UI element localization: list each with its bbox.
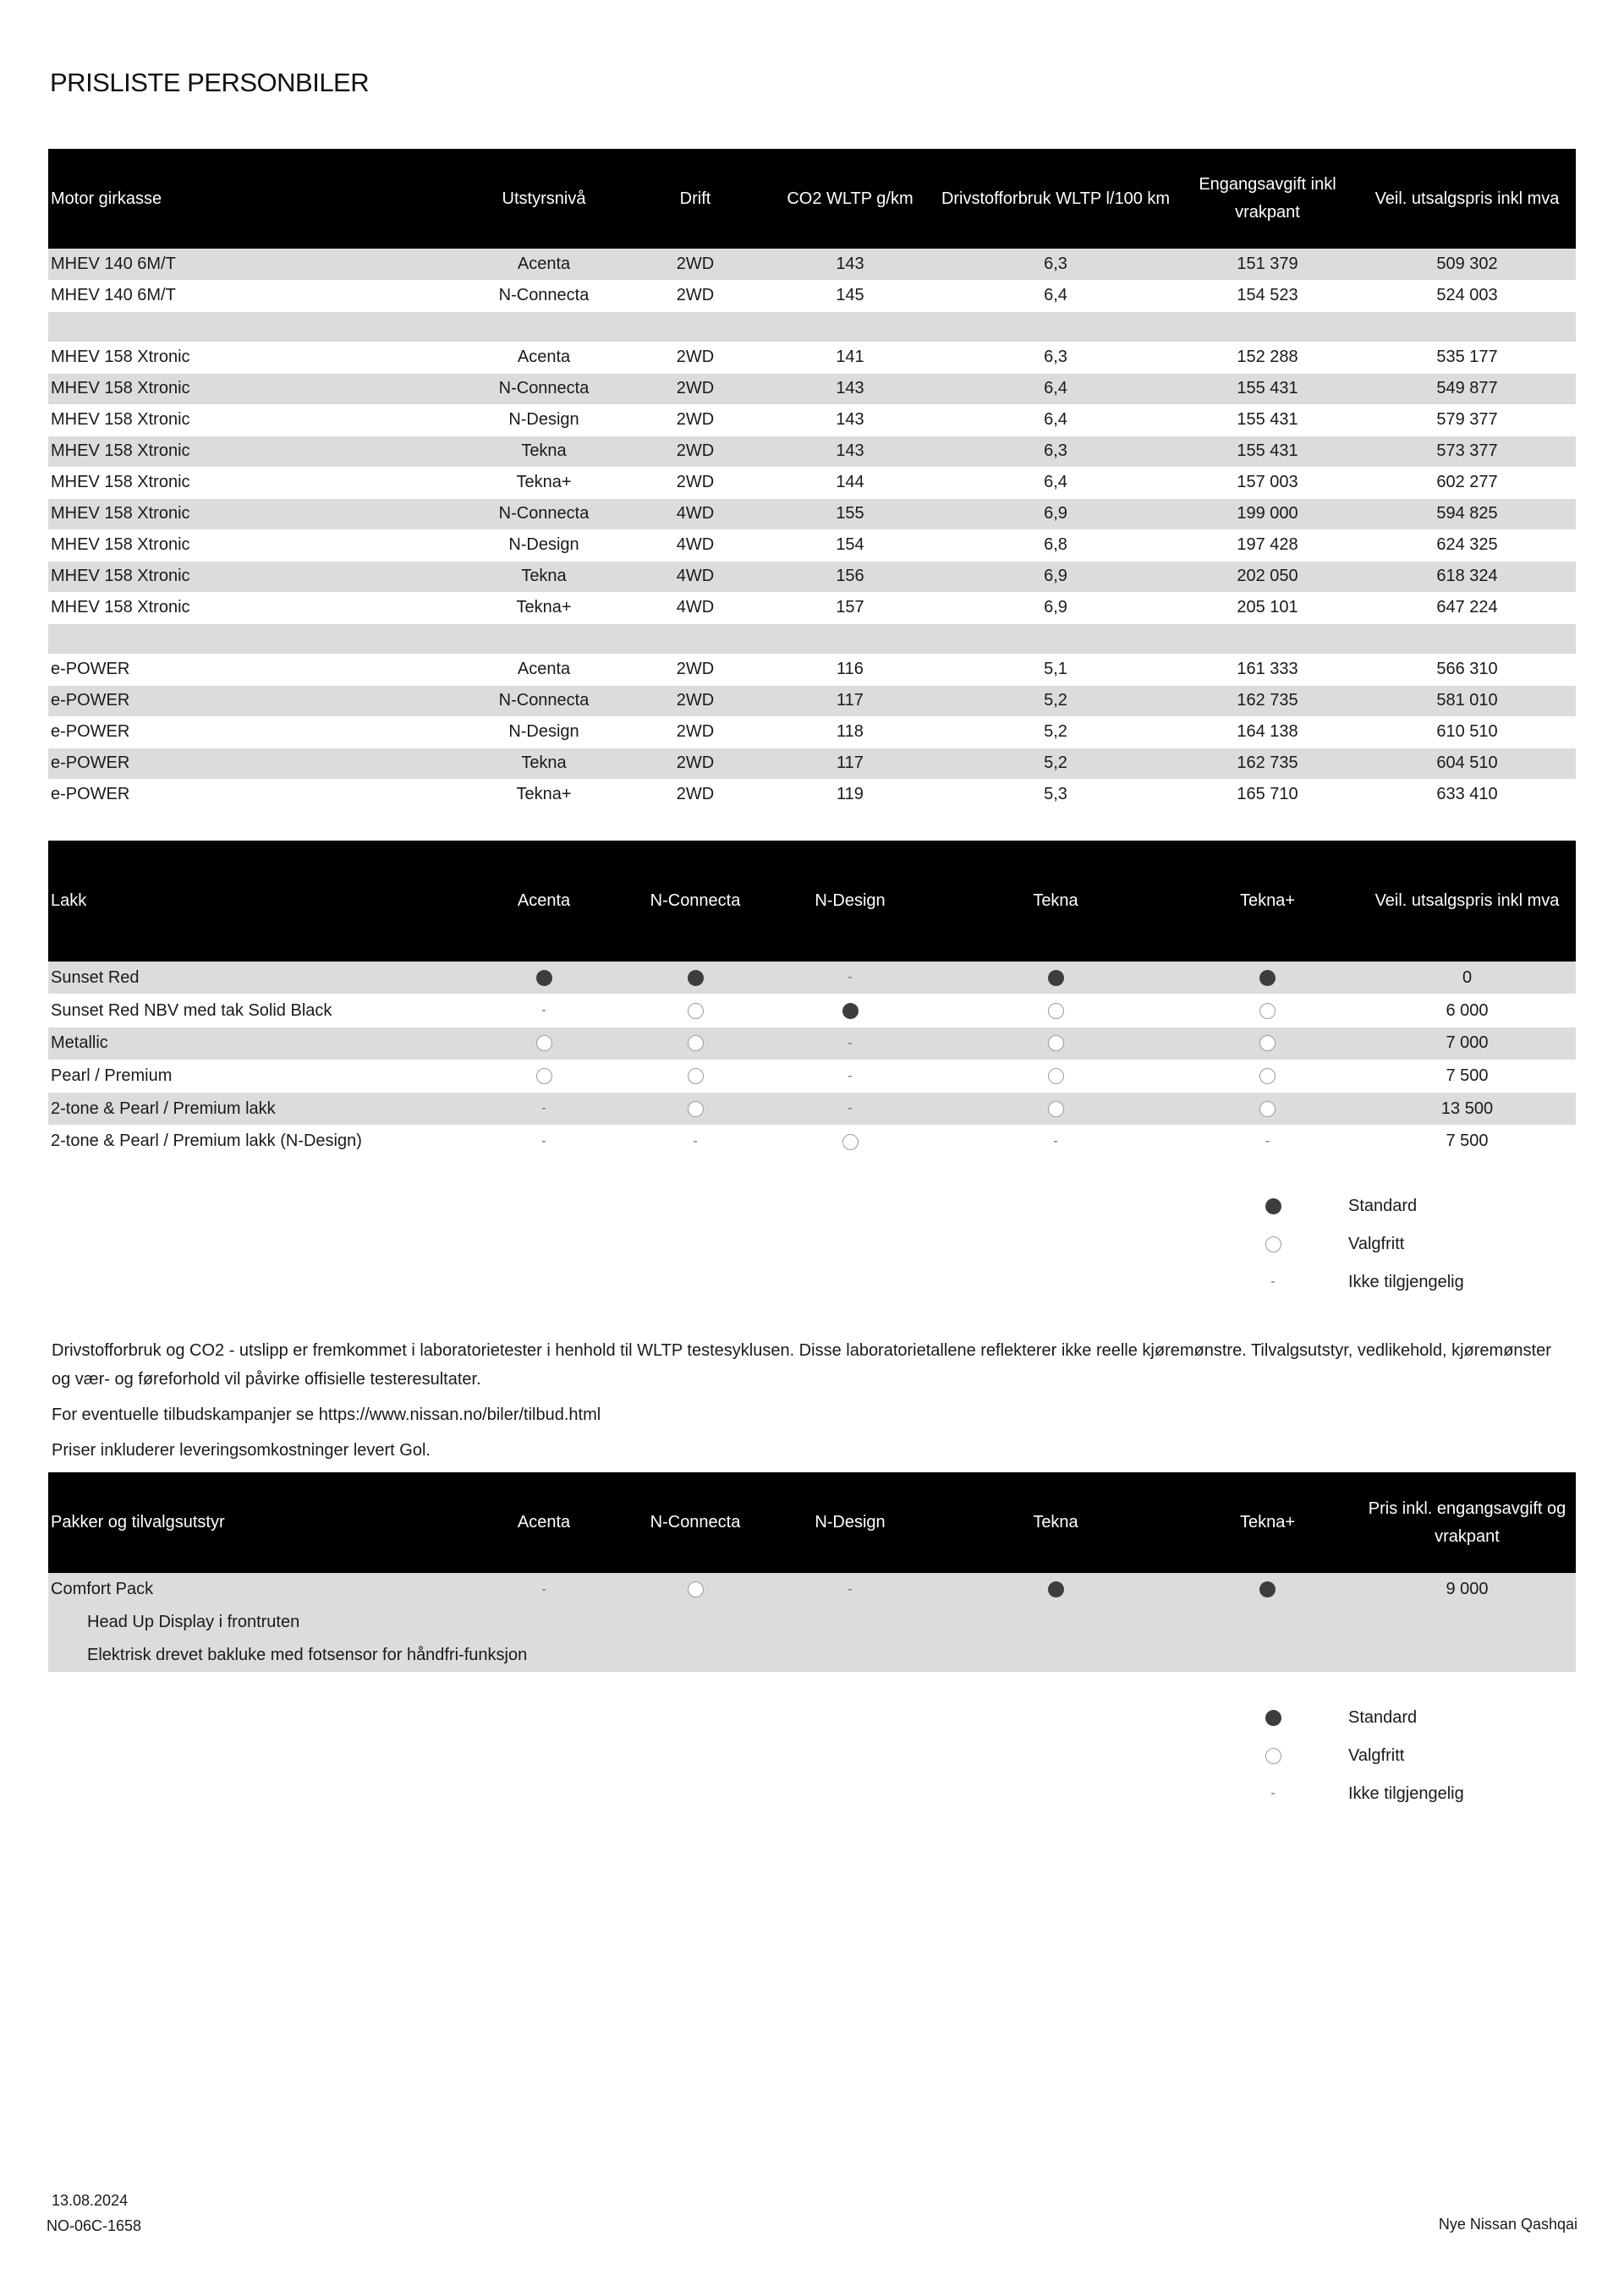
- footnotes: [52, 1336, 1574, 1471]
- cell-motor: e-POWER: [48, 748, 463, 779]
- cell-drive: 2WD: [625, 249, 765, 280]
- cell-registration-tax: 199 000: [1177, 498, 1358, 529]
- table-row: [48, 342, 1576, 373]
- optional-circle-icon: [842, 1134, 859, 1150]
- cell-registration-tax: 162 735: [1177, 748, 1358, 779]
- availability-cell: [765, 1573, 935, 1606]
- cell-retail-price: 573 377: [1358, 436, 1576, 467]
- cell-retail-price: 610 510: [1358, 716, 1576, 748]
- table-row: [48, 1027, 1576, 1060]
- pack-price: 9 000: [1358, 1573, 1576, 1606]
- table-row: [48, 373, 1576, 404]
- table-row: [48, 962, 1576, 995]
- paint-name: Sunset Red: [48, 962, 463, 995]
- cell-consumption: 6,3: [935, 342, 1177, 373]
- standard-dot-icon: [1265, 1710, 1281, 1726]
- table-row: [48, 1125, 1576, 1158]
- table-row: [48, 561, 1576, 592]
- optional-circle-icon: [688, 1581, 704, 1597]
- cell-consumption: 5,3: [935, 779, 1177, 810]
- availability-cell: [765, 995, 935, 1027]
- standard-dot-icon: [1259, 970, 1276, 986]
- cell-registration-tax: 152 288: [1177, 342, 1358, 373]
- standard-dot-icon: [1265, 1198, 1281, 1214]
- paint-price: 7 000: [1358, 1027, 1576, 1060]
- optional-circle-icon: [688, 1101, 704, 1117]
- standard-dot-icon: [1048, 1581, 1064, 1597]
- paint-price: 6 000: [1358, 995, 1576, 1027]
- col-header-consumption: Drivstofforbruk WLTP l/100 km: [935, 149, 1177, 249]
- cell-consumption: 5,2: [935, 716, 1177, 748]
- cell-motor: MHEV 140 6M/T: [48, 280, 463, 311]
- cell-registration-tax: 197 428: [1177, 529, 1358, 561]
- cell-drive: 2WD: [625, 342, 765, 373]
- dash-icon: -: [541, 1101, 546, 1116]
- legend-optional-label: Valgfritt: [1348, 1746, 1405, 1765]
- list-item: [48, 1639, 1576, 1672]
- col-header-co2: CO2 WLTP g/km: [765, 149, 935, 249]
- availability-cell: [463, 962, 625, 995]
- col-header-drive: Drift: [625, 149, 765, 249]
- cell-drive: 4WD: [625, 561, 765, 592]
- table-row: [48, 529, 1576, 561]
- cell-consumption: 6,3: [935, 436, 1177, 467]
- cell-registration-tax: 165 710: [1177, 779, 1358, 810]
- cell-co2: 144: [765, 467, 935, 498]
- cell-drive: 2WD: [625, 716, 765, 748]
- cell-registration-tax: 151 379: [1177, 249, 1358, 280]
- cell-trim: Acenta: [463, 654, 625, 685]
- optional-circle-icon: [1048, 1101, 1064, 1117]
- dash-icon: -: [541, 1134, 546, 1148]
- availability-cell: [765, 962, 935, 995]
- model-name: Nye Nissan Qashqai: [1438, 2216, 1577, 2233]
- col-header-n-design: N-Design: [765, 841, 935, 962]
- cell-trim: N-Connecta: [463, 373, 625, 404]
- col-header-acenta: Acenta: [463, 841, 625, 962]
- table-row: [48, 1573, 1576, 1606]
- availability-cell: [625, 1093, 765, 1126]
- cell-trim: N-Connecta: [463, 280, 625, 311]
- cell-motor: e-POWER: [48, 779, 463, 810]
- dash-icon: -: [848, 1068, 853, 1083]
- availability-cell: [1177, 1573, 1358, 1606]
- cell-registration-tax: 161 333: [1177, 654, 1358, 685]
- availability-cell: [1177, 962, 1358, 995]
- col-header-retail-price: Veil. utsalgspris inkl mva: [1358, 149, 1576, 249]
- legend-standard-label: Standard: [1348, 1708, 1418, 1727]
- standard-dot-icon: [1048, 970, 1064, 986]
- cell-retail-price: 602 277: [1358, 467, 1576, 498]
- cell-drive: 2WD: [625, 685, 765, 716]
- cell-registration-tax: 162 735: [1177, 685, 1358, 716]
- col-header-tekna-plus: Tekna+: [1177, 841, 1358, 962]
- dash-icon: -: [693, 1134, 698, 1148]
- cell-retail-price: 633 410: [1358, 779, 1576, 810]
- cell-motor: MHEV 158 Xtronic: [48, 373, 463, 404]
- cell-retail-price: 618 324: [1358, 561, 1576, 592]
- cell-drive: 2WD: [625, 467, 765, 498]
- cell-motor: MHEV 158 Xtronic: [48, 529, 463, 561]
- col-header-motor: Motor girkasse: [48, 149, 463, 249]
- col-header-pack-price: Pris inkl. engangsavgift og vrakpant: [1358, 1472, 1576, 1573]
- col-header-n-design: N-Design: [765, 1472, 935, 1573]
- price-table-header: [48, 149, 1576, 249]
- table-row: [48, 249, 1576, 280]
- dash-icon: -: [848, 1101, 853, 1116]
- optional-circle-icon: [688, 1003, 704, 1019]
- cell-registration-tax: 155 431: [1177, 373, 1358, 404]
- availability-cell: [765, 1125, 935, 1158]
- legend-not-available: [1252, 1775, 1590, 1813]
- legend-not-available-label: Ikke tilgjengelig: [1348, 1273, 1464, 1291]
- legend-optional: [1252, 1737, 1590, 1775]
- availability-cell: [1177, 1027, 1358, 1060]
- availability-cell: [935, 962, 1177, 995]
- legend-optional: [1252, 1225, 1590, 1263]
- standard-dot-icon: [688, 970, 704, 986]
- wltp-note: Drivstofforbruk og CO2 - utslipp er fremkommet i laboratorietester i henhold til WLTP testesyklusen. Disse laboratorietallene reflekterer ikke reelle kjøremønstre. Tilvalgsutstyr, vedlikehold, kjøremønster og vær- og føreforhold vil påvirke offisielle testeresultater.: [52, 1341, 1551, 1389]
- table-row: [48, 467, 1576, 498]
- col-header-tekna: Tekna: [935, 841, 1177, 962]
- availability-cell: [765, 1093, 935, 1126]
- availability-cell: [625, 1573, 765, 1606]
- optional-circle-icon: [1048, 1003, 1064, 1019]
- cell-registration-tax: 157 003: [1177, 467, 1358, 498]
- cell-co2: 143: [765, 249, 935, 280]
- col-header-tekna-plus: Tekna+: [1177, 1472, 1358, 1573]
- cell-drive: 4WD: [625, 592, 765, 623]
- list-item: [48, 1606, 1576, 1639]
- cell-trim: Acenta: [463, 342, 625, 373]
- optional-circle-icon: [1265, 1236, 1281, 1252]
- legend: [1252, 1187, 1590, 1301]
- optional-circle-icon: [1048, 1068, 1064, 1084]
- availability-cell: [935, 1027, 1177, 1060]
- pack-name: Comfort Pack: [48, 1573, 463, 1606]
- availability-cell: [1177, 1125, 1358, 1158]
- paint-price: 7 500: [1358, 1060, 1576, 1093]
- optional-circle-icon: [688, 1068, 704, 1084]
- col-header-n-connecta: N-Connecta: [625, 841, 765, 962]
- availability-cell: [625, 1060, 765, 1093]
- availability-cell: [625, 995, 765, 1027]
- cell-trim: Tekna: [463, 748, 625, 779]
- cell-registration-tax: 155 431: [1177, 436, 1358, 467]
- paint-name: Sunset Red NBV med tak Solid Black: [48, 995, 463, 1027]
- cell-trim: N-Design: [463, 716, 625, 748]
- legend-not-available: [1252, 1263, 1590, 1301]
- col-header-packs: Pakker og tilvalgsutstyr: [48, 1472, 463, 1573]
- pack-table: [48, 1472, 1576, 1672]
- cell-trim: N-Design: [463, 404, 625, 436]
- cell-drive: 2WD: [625, 748, 765, 779]
- paint-price: 0: [1358, 962, 1576, 995]
- cell-retail-price: 594 825: [1358, 498, 1576, 529]
- cell-motor: e-POWER: [48, 654, 463, 685]
- cell-consumption: 6,4: [935, 404, 1177, 436]
- cell-consumption: 6,8: [935, 529, 1177, 561]
- availability-cell: [935, 1125, 1177, 1158]
- dash-icon: -: [848, 970, 853, 985]
- group-separator: [48, 311, 1576, 342]
- cell-co2: 117: [765, 748, 935, 779]
- cell-co2: 143: [765, 436, 935, 467]
- cell-retail-price: 566 310: [1358, 654, 1576, 685]
- cell-trim: N-Design: [463, 529, 625, 561]
- cell-consumption: 6,4: [935, 467, 1177, 498]
- table-row: [48, 498, 1576, 529]
- table-row: [48, 748, 1576, 779]
- cell-retail-price: 624 325: [1358, 529, 1576, 561]
- dash-icon: -: [541, 1003, 546, 1018]
- dash-icon: -: [848, 1581, 853, 1597]
- optional-circle-icon: [1259, 1035, 1276, 1051]
- price-table: [48, 149, 1576, 811]
- dash-icon: -: [1270, 1274, 1276, 1290]
- cell-consumption: 6,4: [935, 373, 1177, 404]
- cell-trim: Tekna+: [463, 779, 625, 810]
- cell-co2: 154: [765, 529, 935, 561]
- cell-retail-price: 535 177: [1358, 342, 1576, 373]
- availability-cell: [1177, 995, 1358, 1027]
- cell-retail-price: 579 377: [1358, 404, 1576, 436]
- delivery-note: Priser inkluderer leveringsomkostninger levert Gol.: [52, 1441, 431, 1460]
- cell-trim: Tekna: [463, 561, 625, 592]
- cell-registration-tax: 164 138: [1177, 716, 1358, 748]
- table-row: [48, 1060, 1576, 1093]
- availability-cell: [463, 1027, 625, 1060]
- table-row: [48, 779, 1576, 810]
- cell-drive: 2WD: [625, 373, 765, 404]
- availability-cell: [463, 1125, 625, 1158]
- table-row: [48, 716, 1576, 748]
- availability-cell: [463, 995, 625, 1027]
- cell-registration-tax: 154 523: [1177, 280, 1358, 311]
- pack-content-item: Head Up Display i frontruten: [48, 1606, 1576, 1639]
- dash-icon: -: [1270, 1786, 1276, 1801]
- cell-consumption: 5,2: [935, 748, 1177, 779]
- col-header-paint-price: Veil. utsalgspris inkl mva: [1358, 841, 1576, 962]
- cell-drive: 2WD: [625, 436, 765, 467]
- cell-retail-price: 509 302: [1358, 249, 1576, 280]
- cell-registration-tax: 155 431: [1177, 404, 1358, 436]
- standard-dot-icon: [536, 970, 552, 986]
- legend-standard: [1252, 1187, 1590, 1225]
- availability-cell: [765, 1060, 935, 1093]
- paint-name: 2-tone & Pearl / Premium lakk (N-Design): [48, 1125, 463, 1158]
- legend-not-available-label: Ikke tilgjengelig: [1348, 1784, 1464, 1803]
- optional-circle-icon: [1259, 1101, 1276, 1117]
- cell-retail-price: 647 224: [1358, 592, 1576, 623]
- cell-co2: 116: [765, 654, 935, 685]
- pack-table-header: [48, 1472, 1576, 1573]
- table-row: [48, 685, 1576, 716]
- cell-motor: e-POWER: [48, 716, 463, 748]
- cell-motor: MHEV 158 Xtronic: [48, 561, 463, 592]
- cell-trim: Tekna+: [463, 467, 625, 498]
- availability-cell: [1177, 1060, 1358, 1093]
- availability-cell: [625, 1125, 765, 1158]
- col-header-acenta: Acenta: [463, 1472, 625, 1573]
- paint-price: 7 500: [1358, 1125, 1576, 1158]
- cell-consumption: 5,1: [935, 654, 1177, 685]
- paint-price: 13 500: [1358, 1093, 1576, 1126]
- cell-drive: 2WD: [625, 280, 765, 311]
- optional-circle-icon: [536, 1068, 552, 1084]
- table-row: [48, 404, 1576, 436]
- paint-name: 2-tone & Pearl / Premium lakk: [48, 1093, 463, 1126]
- cell-co2: 145: [765, 280, 935, 311]
- paint-table-header: [48, 841, 1576, 962]
- cell-trim: N-Connecta: [463, 498, 625, 529]
- legend-standard-label: Standard: [1348, 1197, 1418, 1215]
- cell-drive: 4WD: [625, 498, 765, 529]
- cell-co2: 156: [765, 561, 935, 592]
- cell-registration-tax: 205 101: [1177, 592, 1358, 623]
- cell-retail-price: 524 003: [1358, 280, 1576, 311]
- dash-icon: -: [1265, 1134, 1270, 1148]
- standard-dot-icon: [1259, 1581, 1276, 1597]
- paint-name: Pearl / Premium: [48, 1060, 463, 1093]
- cell-registration-tax: 202 050: [1177, 561, 1358, 592]
- optional-circle-icon: [1048, 1035, 1064, 1051]
- availability-cell: [765, 1027, 935, 1060]
- document-date: 13.08.2024: [52, 2192, 129, 2209]
- cell-motor: MHEV 158 Xtronic: [48, 404, 463, 436]
- availability-cell: [935, 1573, 1177, 1606]
- cell-co2: 117: [765, 685, 935, 716]
- cell-co2: 155: [765, 498, 935, 529]
- cell-motor: MHEV 158 Xtronic: [48, 342, 463, 373]
- optional-circle-icon: [1259, 1068, 1276, 1084]
- optional-circle-icon: [536, 1035, 552, 1051]
- col-header-n-connecta: N-Connecta: [625, 1472, 765, 1573]
- optional-circle-icon: [1259, 1003, 1276, 1019]
- availability-cell: [625, 962, 765, 995]
- cell-motor: MHEV 158 Xtronic: [48, 467, 463, 498]
- availability-cell: [463, 1060, 625, 1093]
- cell-consumption: 5,2: [935, 685, 1177, 716]
- cell-retail-price: 549 877: [1358, 373, 1576, 404]
- cell-trim: Tekna: [463, 436, 625, 467]
- availability-cell: [935, 1093, 1177, 1126]
- group-separator: [48, 623, 1576, 654]
- col-header-paint: Lakk: [48, 841, 463, 962]
- pack-content-item: Elektrisk drevet bakluke med fotsensor for håndfri-funksjon: [48, 1639, 1576, 1672]
- cell-drive: 2WD: [625, 404, 765, 436]
- cell-motor: e-POWER: [48, 685, 463, 716]
- table-row: [48, 995, 1576, 1027]
- col-header-registration-tax: Engangsavgift inkl vrakpant: [1177, 149, 1358, 249]
- separator-cell: [48, 623, 1576, 654]
- campaign-note: For eventuelle tilbudskampanjer se https://www.nissan.no/biler/tilbud.html: [52, 1406, 601, 1424]
- col-header-trim: Utstyrsnivå: [463, 149, 625, 249]
- page-title: PRISLISTE PERSONBILER: [50, 68, 370, 97]
- cell-co2: 119: [765, 779, 935, 810]
- cell-motor: MHEV 140 6M/T: [48, 249, 463, 280]
- cell-motor: MHEV 158 Xtronic: [48, 436, 463, 467]
- cell-consumption: 6,3: [935, 249, 1177, 280]
- dash-icon: -: [848, 1035, 853, 1050]
- paint-table: [48, 841, 1576, 1159]
- table-row: [48, 436, 1576, 467]
- optional-circle-icon: [688, 1035, 704, 1051]
- table-row: [48, 1093, 1576, 1126]
- cell-motor: MHEV 158 Xtronic: [48, 592, 463, 623]
- cell-consumption: 6,4: [935, 280, 1177, 311]
- cell-retail-price: 604 510: [1358, 748, 1576, 779]
- cell-co2: 141: [765, 342, 935, 373]
- cell-trim: Tekna+: [463, 592, 625, 623]
- dash-icon: -: [541, 1581, 546, 1597]
- cell-consumption: 6,9: [935, 498, 1177, 529]
- cell-trim: N-Connecta: [463, 685, 625, 716]
- availability-cell: [935, 995, 1177, 1027]
- cell-consumption: 6,9: [935, 592, 1177, 623]
- cell-consumption: 6,9: [935, 561, 1177, 592]
- standard-dot-icon: [842, 1003, 859, 1019]
- table-row: [48, 654, 1576, 685]
- paint-name: Metallic: [48, 1027, 463, 1060]
- cell-trim: Acenta: [463, 249, 625, 280]
- legend: [1252, 1699, 1590, 1813]
- cell-motor: MHEV 158 Xtronic: [48, 498, 463, 529]
- legend-standard: [1252, 1699, 1590, 1737]
- availability-cell: [625, 1027, 765, 1060]
- optional-circle-icon: [1265, 1748, 1281, 1764]
- table-row: [48, 592, 1576, 623]
- document-code: NO-06C-1658: [47, 2217, 142, 2234]
- dash-icon: -: [1053, 1134, 1058, 1148]
- cell-drive: 4WD: [625, 529, 765, 561]
- availability-cell: [1177, 1093, 1358, 1126]
- cell-drive: 2WD: [625, 654, 765, 685]
- availability-cell: [463, 1093, 625, 1126]
- availability-cell: [463, 1573, 625, 1606]
- col-header-tekna: Tekna: [935, 1472, 1177, 1573]
- cell-co2: 143: [765, 404, 935, 436]
- cell-retail-price: 581 010: [1358, 685, 1576, 716]
- legend-optional-label: Valgfritt: [1348, 1235, 1405, 1253]
- cell-co2: 118: [765, 716, 935, 748]
- cell-drive: 2WD: [625, 779, 765, 810]
- availability-cell: [935, 1060, 1177, 1093]
- cell-co2: 143: [765, 373, 935, 404]
- table-row: [48, 280, 1576, 311]
- separator-cell: [48, 311, 1576, 342]
- cell-co2: 157: [765, 592, 935, 623]
